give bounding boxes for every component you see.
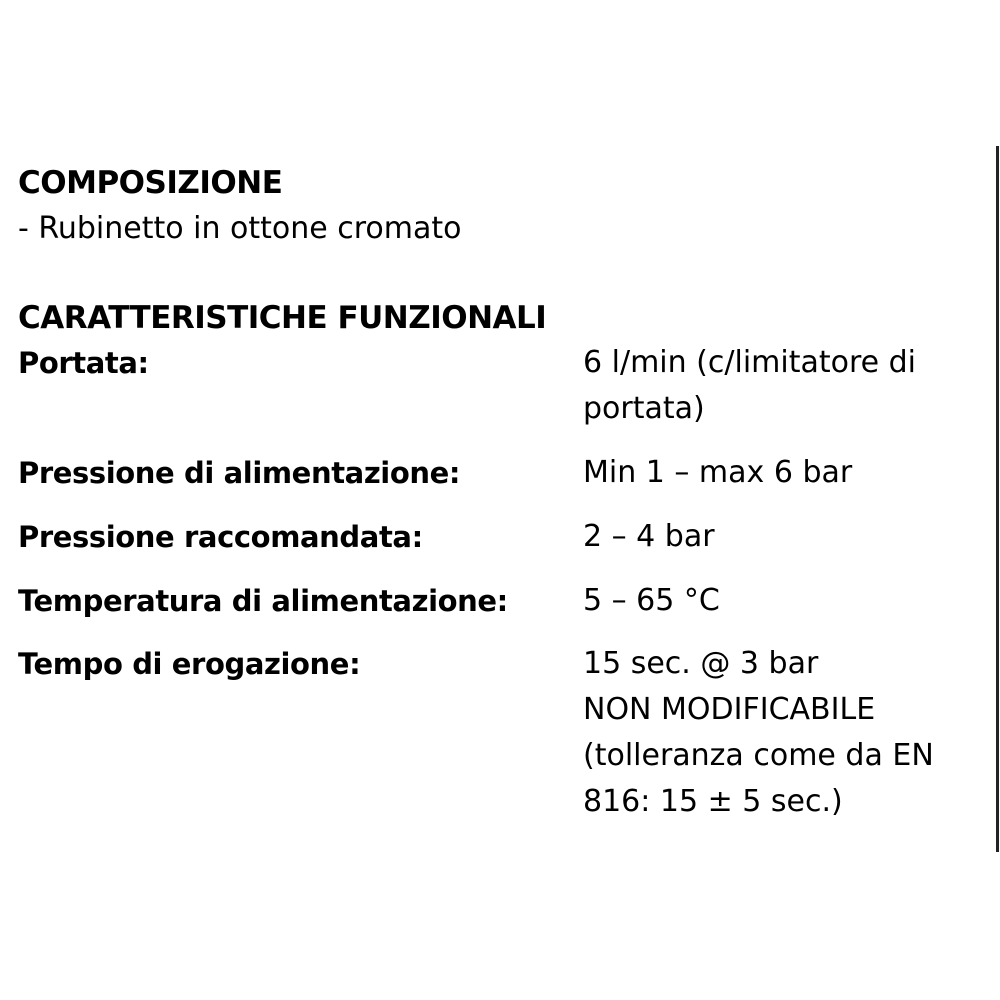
spec-label-flow-rate: Portata: (18, 346, 149, 380)
spec-value-line: 816: 15 ± 5 sec.) (583, 784, 843, 819)
right-edge-rule (996, 146, 999, 852)
spec-value-dispensing-time (583, 641, 993, 825)
spec-label-recommended-pressure: Pressione raccomandata: (18, 520, 423, 554)
spec-label-supply-pressure: Pressione di alimentazione: (18, 456, 461, 490)
spec-value-line: 5 – 65 °C (583, 583, 720, 618)
spec-value-line: NON MODIFICABILE (583, 692, 876, 727)
spec-value-line: 6 l/min (c/limitatore di (583, 345, 917, 380)
spec-value-line: (tolleranza come da EN (583, 738, 934, 773)
spec-sheet (18, 0, 993, 1000)
spec-value-line: portata) (583, 391, 705, 426)
spec-value-flow-rate (583, 340, 993, 432)
spec-value-line: 15 sec. @ 3 bar (583, 646, 819, 681)
spec-label-supply-temperature: Temperatura di alimentazione: (18, 584, 508, 618)
composition-item: - Rubinetto in ottone cromato (18, 211, 462, 246)
features-heading: CARATTERISTICHE FUNZIONALI (18, 300, 547, 336)
spec-value-line: 2 – 4 bar (583, 519, 715, 554)
spec-label-dispensing-time: Tempo di erogazione: (18, 647, 361, 681)
spec-value-line: Min 1 – max 6 bar (583, 455, 853, 490)
composition-heading: COMPOSIZIONE (18, 165, 283, 201)
spec-value-supply-pressure (583, 450, 993, 496)
spec-value-recommended-pressure (583, 514, 993, 560)
spec-value-supply-temperature (583, 578, 993, 624)
